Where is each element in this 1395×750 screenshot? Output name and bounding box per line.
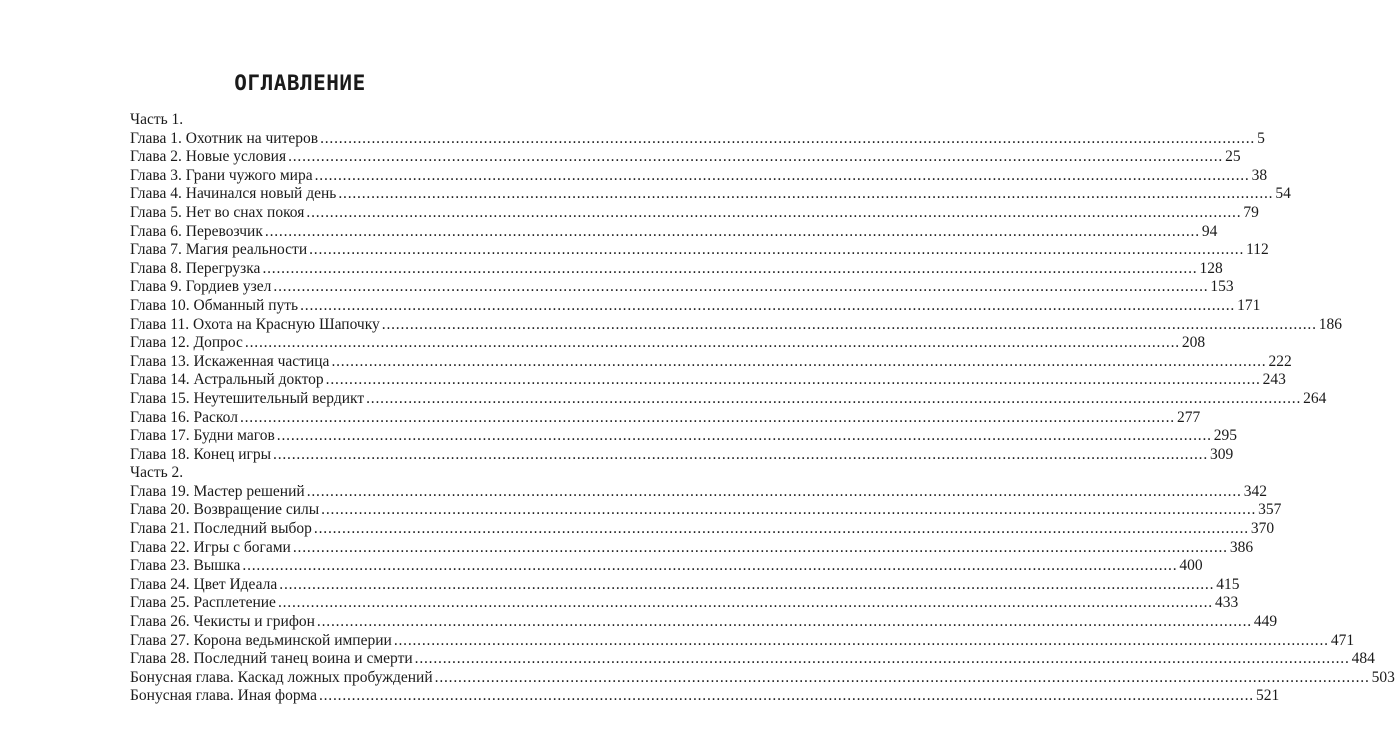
chapter-title: Глава 23. Вышка [130,557,241,575]
dot-leader: ........................................................................................................................................................................................................ [321,501,1257,519]
page-number: 128 [1199,259,1223,277]
chapter-title: Глава 16. Раскол [130,408,238,426]
dot-leader: ........................................................................................................................................................................................................ [320,129,1256,147]
chapter-title: Глава 17. Будни магов [130,427,275,445]
page-number: 503 [1371,668,1395,686]
page-number: 5 [1257,129,1265,147]
toc-entry [130,501,1282,520]
toc-entry [130,296,1261,316]
page-number: 309 [1210,445,1234,463]
table-of-contents [130,111,1395,706]
chapter-title: Глава 12. Допрос [130,334,243,352]
toc-entry [130,278,1234,297]
chapter-title: Глава 22. Игры с богами [130,538,291,556]
chapter-title: Глава 15. Неутешительный вердикт [130,389,365,407]
page-number: 386 [1229,538,1254,556]
page-number: 521 [1255,687,1280,705]
toc-entry [130,594,1239,613]
chapter-title: Глава 18. Конец игры [130,445,272,463]
chapter-title: Глава 24. Цвет Идеала [130,575,278,593]
dot-leader: ........................................................................................................................................................................................................ [264,222,1200,240]
page-number: 54 [1275,185,1291,203]
dot-leader: ........................................................................................................................................................................................................ [239,408,1175,426]
chapter-title: Бонусная глава. Иная форма [130,687,317,705]
dot-leader: ........................................................................................................................................................................................................ [381,315,1317,333]
dot-leader: ........................................................................................................................................................................................................ [273,445,1209,463]
toc-entry [130,687,1280,706]
dot-leader: ........................................................................................................................................................................................................ [338,185,1274,203]
page-number: 25 [1225,148,1241,166]
dot-leader: ........................................................................................................................................................................................................ [273,278,1209,296]
dot-leader: ........................................................................................................................................................................................................ [300,296,1236,314]
toc-entry [130,315,1343,335]
chapter-title: Глава 25. Расплетение [130,594,276,612]
chapter-title: Глава 10. Обманный путь [130,296,299,314]
toc-entry [130,650,1375,669]
page-number: 357 [1258,501,1282,519]
toc-entry [130,427,1238,446]
dot-leader: ........................................................................................................................................................................................................ [325,371,1261,389]
toc-entry [130,371,1286,390]
toc-entry [130,259,1223,279]
page-number: 400 [1179,557,1203,575]
dot-leader: ........................................................................................................................................................................................................ [331,352,1267,370]
dot-leader: ........................................................................................................................................................................................................ [242,557,1178,575]
page-number: 295 [1213,427,1238,445]
chapter-title: Глава 1. Охотник на читеров [130,129,319,147]
chapter-title: Глава 28. Последний танец воина и смерти [130,650,413,668]
chapter-title: Глава 9. Гордиев узел [130,278,272,296]
dot-leader: ........................................................................................................................................................................................................ [277,594,1213,612]
dot-leader: ........................................................................................................................................................................................................ [279,575,1215,593]
dot-leader: ........................................................................................................................................................................................................ [393,631,1329,649]
toc-entry [130,557,1203,576]
page-number: 342 [1243,482,1267,500]
chapter-title: Глава 7. Магия реальности [130,241,308,259]
dot-leader: ........................................................................................................................................................................................................ [306,482,1242,500]
page-title: ОГЛАВЛЕНИЕ [234,71,366,95]
page-number: 471 [1330,631,1355,649]
toc-entry [130,352,1292,372]
chapter-title: Глава 19. Мастер решений [130,482,305,500]
toc-entry [130,520,1275,539]
chapter-title: Глава 2. Новые условия [130,148,287,166]
chapter-title: Глава 26. Чекисты и грифон [130,613,315,631]
dot-leader: ........................................................................................................................................................................................................ [313,520,1249,538]
dot-leader: ........................................................................................................................................................................................................ [292,538,1228,556]
toc-entry [130,129,1265,149]
dot-leader: ........................................................................................................................................................................................................ [318,687,1254,705]
toc-entry [130,203,1259,223]
dot-leader: ........................................................................................................................................................................................................ [434,668,1370,686]
toc-entry [130,166,1268,186]
chapter-title: Глава 21. Последний выбор [130,520,312,538]
chapter-title: Глава 8. Перегрузка [130,259,261,277]
dot-leader: ........................................................................................................................................................................................................ [366,389,1302,407]
page-number: 208 [1181,334,1206,352]
page-number: 433 [1214,594,1239,612]
chapter-title: Глава 20. Возвращение силы [130,501,320,519]
part-title: Часть 1. [130,111,184,128]
page-number: 222 [1268,352,1292,370]
part-title: Часть 2. [130,464,184,482]
dot-leader: ........................................................................................................................................................................................................ [316,613,1252,631]
page-number: 186 [1318,315,1343,333]
page-number: 264 [1303,389,1327,407]
toc-entry [130,538,1254,558]
page-number: 484 [1351,650,1375,668]
dot-leader: ........................................................................................................................................................................................................ [314,166,1250,184]
toc-entry [130,148,1241,167]
toc-entry [130,222,1218,242]
page-number: 277 [1176,408,1201,426]
page-number: 171 [1237,296,1261,314]
toc-entry [130,445,1234,465]
toc-entry [130,408,1201,428]
chapter-title: Глава 14. Астральный доктор [130,371,324,389]
toc-entry [130,185,1291,204]
page-number: 243 [1262,371,1286,389]
dot-leader: ........................................................................................................................................................................................................ [262,259,1198,277]
dot-leader: ........................................................................................................................................................................................................ [306,203,1242,221]
dot-leader: ........................................................................................................................................................................................................ [309,241,1245,259]
dot-leader: ........................................................................................................................................................................................................ [414,650,1350,668]
chapter-title: Глава 4. Начинался новый день [130,185,337,203]
toc-entry [130,241,1269,260]
page-number: 112 [1246,241,1269,259]
page-number: 153 [1210,278,1234,296]
chapter-title: Глава 27. Корона ведьминской империи [130,631,392,649]
page-number: 415 [1216,575,1240,593]
toc-entry [130,631,1355,651]
page-number: 94 [1201,222,1218,240]
chapter-title: Бонусная глава. Каскад ложных пробуждений [130,668,433,686]
toc-entry [130,613,1278,632]
page-number: 370 [1250,520,1275,538]
toc-entry [130,482,1267,502]
toc-part-heading [130,464,485,483]
toc-entry [130,389,1327,409]
dot-leader: ........................................................................................................................................................................................................ [276,427,1212,445]
chapter-title: Глава 6. Перевозчик [130,222,263,240]
page-number: 449 [1253,613,1278,631]
dot-leader: ........................................................................................................................................................................................................ [288,148,1224,166]
chapter-title: Глава 11. Охота на Красную Шапочку [130,315,380,333]
chapter-title: Глава 3. Грани чужого мира [130,166,313,184]
toc-entry [130,575,1240,595]
toc-entry [130,334,1206,353]
dot-leader: ........................................................................................................................................................................................................ [244,334,1180,352]
toc-part-heading [130,111,485,130]
chapter-title: Глава 5. Нет во снах покоя [130,203,305,221]
page-number: 79 [1243,203,1259,221]
toc-entry [130,668,1395,688]
page-number: 38 [1251,166,1268,184]
chapter-title: Глава 13. Искаженная частица [130,352,330,370]
